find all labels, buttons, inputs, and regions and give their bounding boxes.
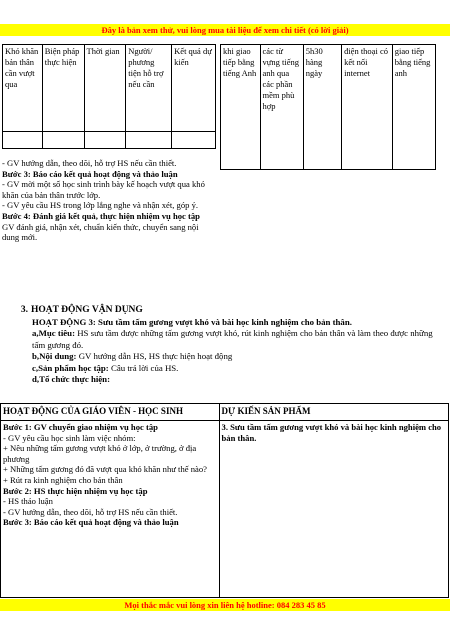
- step-heading: Bước 3: Báo cáo kết quả hoạt động và thảo luận: [3, 517, 179, 528]
- blank-cell: [42, 132, 84, 149]
- hotline-banner: Mọi thắc mắc vui lòng xin liên hệ hotline: 084 283 45 85: [0, 599, 450, 611]
- step-text: - HS thảo luận: [3, 496, 53, 507]
- section-body: [32, 317, 436, 385]
- header-teacher-student: HOẠT ĐỘNG CỦA GIÁO VIÊN - HỌC SINH: [1, 404, 220, 421]
- content-text: GV hướng dẫn HS, HS thực hiện hoạt động: [76, 351, 233, 362]
- steps-cell: [1, 421, 220, 598]
- section-title: HOẠT ĐỘNG VẬN DỤNG: [31, 305, 143, 315]
- header-expected-result: Kết quả dự kiến: [172, 45, 216, 132]
- activity-title: HOẠT ĐỘNG 3: Sưu tầm tấm gương vượt khó và bài học kinh nghiệm cho bản thân.: [32, 317, 352, 327]
- example-plan-table: [220, 44, 436, 170]
- cell-difficulty: khi giao tiếp bằng tiếng Anh: [221, 45, 261, 170]
- header-expected-product: DỰ KIẾN SẢN PHẨM: [219, 404, 448, 421]
- blank-cell: [3, 132, 43, 149]
- product-text: Câu trả lời của HS.: [108, 362, 179, 373]
- step-text: - GV hướng dẫn, theo dõi, hỗ trợ HS nếu cần thiết.: [2, 158, 177, 168]
- step-text: + Những tấm gương đó đã vượt qua khó khăn như thế nào?: [3, 464, 207, 475]
- organization-label: d,Tổ chức thực hiện:: [32, 374, 111, 385]
- step-heading: Bước 2: HS thực hiện nhiệm vụ học tập: [3, 485, 148, 496]
- step-text: GV đánh giá, nhận xét, chuẩn kiến thức, chuyển sang nội dung mới.: [2, 221, 199, 243]
- step-text: + Rút ra kinh nghiệm cho bản thân: [3, 474, 123, 485]
- step-text: - GV mời một số học sinh trình bày kế hoạch vượt qua khó khăn của bản thân trước lớp.: [2, 179, 205, 200]
- section-number: 3.: [20, 305, 28, 315]
- cell-measure: các từ vựng tiếng anh qua các phần mềm phù hợp: [260, 45, 303, 170]
- content-label: b,Nội dung:: [32, 351, 77, 362]
- difficulty-plan-table: [2, 44, 216, 149]
- step-heading: Bước 4: Đánh giá kết quả, thực hiện nhiệm vụ học tập: [2, 210, 200, 221]
- preview-banner: Đây là bản xem thử, vui lòng mua tài liệu để xem chi tiết (có lời giải): [0, 24, 450, 36]
- header-difficulty: Khó khăn bản thân cần vượt qua: [3, 45, 43, 132]
- step-heading: Bước 1: GV chuyển giao nhiệm vụ học tập: [3, 422, 158, 432]
- goal-line: [32, 328, 436, 351]
- step-text: - GV yêu cầu học sinh làm việc nhóm:: [3, 432, 136, 443]
- blank-cell: [126, 132, 172, 149]
- goal-text: HS sưu tầm được những tấm gương vượt khó, rút kinh nghiệm cho bản thân và làm theo được những tấm gương đó.: [32, 328, 433, 350]
- activity-steps-continued: [2, 158, 216, 243]
- blank-cell: [84, 132, 126, 149]
- step-text: - GV yêu cầu HS trong lớp lắng nghe và nhận xét, góp ý.: [2, 200, 199, 211]
- content-line: [32, 351, 436, 362]
- blank-cell: [172, 132, 216, 149]
- cell-support: điện thoại có kết nối internet: [342, 45, 393, 170]
- section-heading: [6, 305, 143, 315]
- activity-table: [0, 403, 449, 598]
- step-text: - GV hướng dẫn, theo dõi, hỗ trợ HS nếu cần thiết.: [3, 506, 178, 517]
- expected-product-cell: 3. Sưu tầm tấm gương vượt khó và bài học kinh nghiệm cho bản thân.: [219, 421, 448, 598]
- step-heading: Bước 3: Báo cáo kết quả hoạt động và thảo luận: [2, 168, 178, 179]
- header-time: Thời gian: [84, 45, 126, 132]
- goal-label: a,Mục tiêu:: [32, 328, 75, 339]
- product-label: c,Sản phẩm học tập:: [32, 362, 109, 373]
- header-measure: Biện pháp thực hiện: [42, 45, 84, 132]
- cell-time: 5h30 hàng ngày: [303, 45, 341, 170]
- cell-expected-result: giao tiếp bằng tiếng anh: [392, 45, 435, 170]
- header-support: Người/ phương tiện hỗ trợ nếu cần: [126, 45, 172, 132]
- product-line: [32, 363, 436, 374]
- step-text: + Nêu những tấm gương vượt khó ở lớp, ở trường, ở địa phương: [3, 443, 197, 464]
